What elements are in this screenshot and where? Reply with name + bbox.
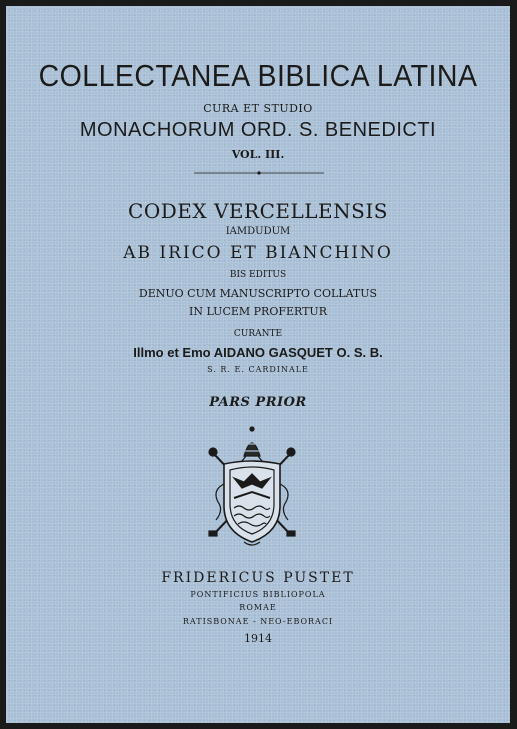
series-editors: MONACHORUM ORD. S. BENEDICTI (79, 119, 437, 141)
curante-line: CURANTE (233, 329, 283, 339)
publisher-role: PONTIFICIUS BIBLIOPOLA (190, 590, 326, 599)
part-label: PARS PRIOR (209, 395, 307, 410)
city-rome: ROMAE (239, 603, 277, 612)
collated-line: DENUO CUM MANUSCRIPTO COLLATUS (138, 287, 378, 300)
iamdudum-line: IAMDUDUM (225, 226, 291, 237)
publication-year: 1914 (244, 632, 272, 645)
divider-ornament (194, 168, 324, 178)
series-title: COLLECTANEA BIBLICA LATINA (38, 58, 478, 93)
editor-title: S. R. E. CARDINALE (207, 365, 309, 374)
prior-editors: AB IRICO ET BIANCHINO (123, 243, 393, 263)
bis-editus-line: BIS EDITUS (229, 270, 287, 280)
cura-line: CURA ET STUDIO (203, 102, 313, 115)
book-cover (6, 6, 510, 723)
publisher-name: FRIDERICUS PUSTET (161, 570, 355, 586)
in-lucem-line: IN LUCEM PROFERTUR (189, 305, 327, 318)
volume-number: VOL. III. (231, 148, 285, 161)
work-title: CODEX VERCELLENSIS (128, 199, 388, 223)
editor-name: Illmo et Emo AIDANO GASQUET O. S. B. (133, 345, 383, 360)
papal-coat-of-arms-icon (204, 424, 300, 548)
publisher-cities: RATISBONAE - NEO-EBORACI (182, 617, 334, 626)
